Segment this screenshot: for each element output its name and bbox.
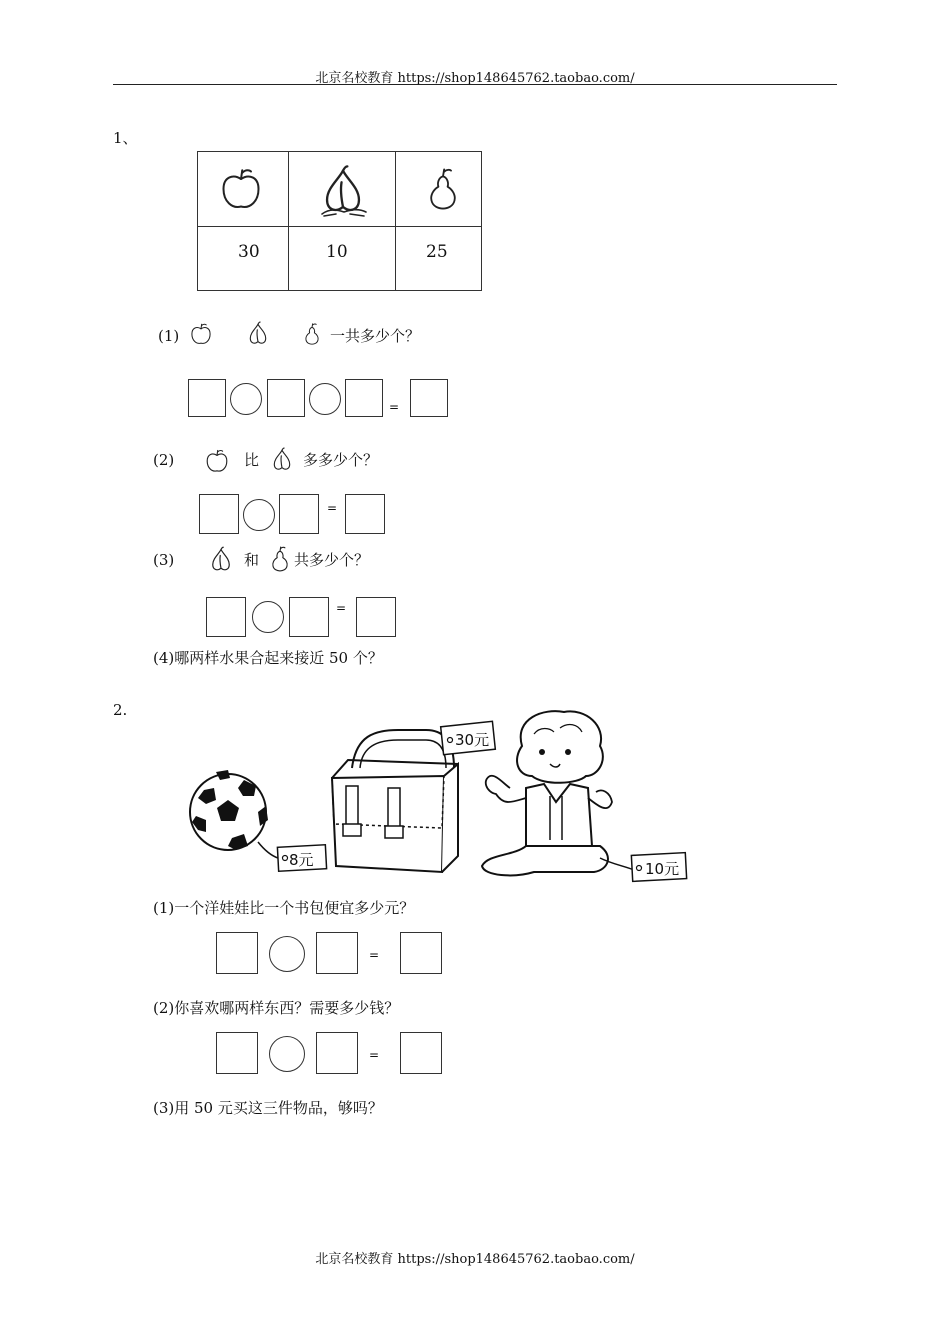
equals-sign: =	[369, 948, 380, 962]
q1-sub2-compare: 比	[244, 451, 260, 469]
q2-sub1-question: (1)一个洋娃娃比一个书包便宜多少元？	[153, 899, 415, 917]
answer-box[interactable]	[289, 597, 329, 637]
table-cell-pear: 25	[426, 242, 448, 262]
q1-sub4-question: (4)哪两样水果合起来接近 50 个？	[153, 649, 383, 667]
q1-sub2-question: 多多少个？	[303, 451, 379, 469]
answer-box[interactable]	[345, 379, 383, 417]
bag-price-tag: 30元	[455, 731, 490, 749]
answer-box[interactable]	[188, 379, 226, 417]
pear-icon	[420, 164, 466, 214]
peach-icon	[268, 445, 296, 475]
answer-box[interactable]	[199, 494, 239, 534]
equals-sign: =	[327, 501, 338, 515]
peach-icon	[206, 544, 236, 576]
q1-sub3-question: 共多少个？	[294, 551, 370, 569]
answer-box[interactable]	[267, 379, 305, 417]
operator-circle[interactable]	[309, 383, 341, 415]
apple-icon	[203, 447, 231, 475]
question-2-label: 2.	[113, 701, 128, 719]
table-cell-peach: 10	[326, 242, 348, 262]
result-box[interactable]	[400, 932, 442, 974]
table-divider	[288, 152, 289, 290]
apple-icon	[216, 164, 266, 214]
q1-sub3-and: 和	[244, 551, 260, 569]
result-box[interactable]	[410, 379, 448, 417]
q2-sub2-question: (2)你喜欢哪两样东西？需要多少钱？	[153, 999, 400, 1017]
operator-circle[interactable]	[230, 383, 262, 415]
table-divider	[198, 226, 481, 227]
pear-icon	[266, 542, 294, 576]
q1-sub2-prefix: (2)	[153, 451, 175, 469]
q1-sub1-prefix: (1)	[158, 327, 180, 345]
answer-box[interactable]	[316, 1032, 358, 1074]
page-footer: 北京名校教育 https://shop148645762.taobao.com/	[315, 1252, 635, 1267]
result-box[interactable]	[400, 1032, 442, 1074]
answer-box[interactable]	[279, 494, 319, 534]
q1-sub1-question: 一共多少个？	[330, 327, 421, 345]
result-box[interactable]	[345, 494, 385, 534]
table-divider	[395, 152, 396, 290]
result-box[interactable]	[356, 597, 396, 637]
apple-icon	[188, 320, 214, 348]
operator-circle[interactable]	[269, 1036, 305, 1072]
equals-sign: =	[336, 601, 347, 615]
operator-circle[interactable]	[243, 499, 275, 531]
page-header: 北京名校教育 https://shop148645762.taobao.com/	[315, 71, 635, 86]
operator-circle[interactable]	[252, 601, 284, 633]
equals-sign: =	[389, 400, 400, 414]
operator-circle[interactable]	[269, 936, 305, 972]
q1-sub3-prefix: (3)	[153, 551, 175, 569]
ball-price-tag: 8元	[289, 851, 314, 869]
equals-sign: =	[369, 1048, 380, 1062]
q2-sub3-question: (3)用 50 元买这三件物品，够吗？	[153, 1099, 383, 1117]
pear-icon	[300, 320, 324, 348]
peach-icon	[314, 162, 372, 220]
peach-icon	[244, 320, 272, 348]
answer-box[interactable]	[316, 932, 358, 974]
header-rule	[113, 84, 837, 85]
question-1-label: 1、	[113, 129, 138, 147]
doll-price-tag: 10元	[645, 860, 680, 878]
answer-box[interactable]	[216, 1032, 258, 1074]
table-cell-apple: 30	[238, 242, 260, 262]
fruit-count-table	[197, 151, 482, 291]
answer-box[interactable]	[206, 597, 246, 637]
answer-box[interactable]	[216, 932, 258, 974]
